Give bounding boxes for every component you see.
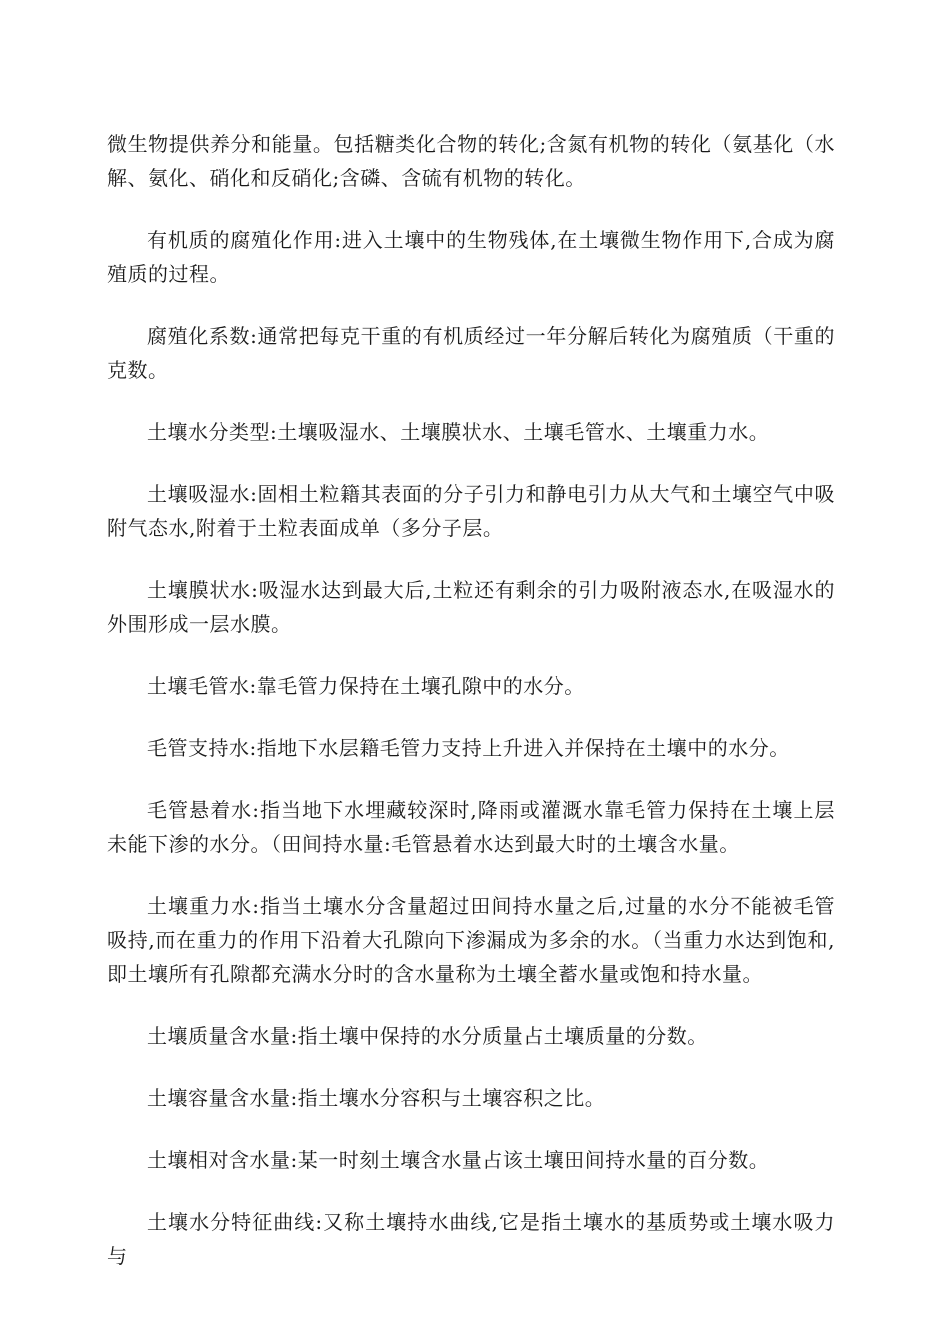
paragraph-volumetric-water-content: 土壤容量含水量:指土壤水分容积与土壤容积之比。 <box>147 1086 606 1110</box>
paragraph-hygroscopic-water: 土壤吸湿水:固相土粒籍其表面的分子引力和静电引力从大气和土壤空气中吸附气态水,附着于土粒表面成单（多分子层。 <box>107 482 835 540</box>
paragraph-film-water: 土壤膜状水:吸湿水达到最大后,土粒还有剩余的引力吸附液态水,在吸湿水的外围形成一层水膜。 <box>107 578 835 636</box>
paragraph-humification-coefficient: 腐殖化系数:通常把每克干重的有机质经过一年分解后转化为腐殖质（干重的克数。 <box>107 324 835 382</box>
paragraph-gravitational-water: 土壤重力水:指当土壤水分含量超过田间持水量之后,过量的水分不能被毛管吸持,而在重力的作用下沿着大孔隙向下渗漏成为多余的水。（当重力水达到饱和,即土壤所有孔隙都充满水分时的含水量称为土壤全蓄水量或饱和持水量。 <box>107 894 835 986</box>
paragraph-soil-water-types: 土壤水分类型:土壤吸湿水、土壤膜状水、土壤毛管水、土壤重力水。 <box>147 420 770 444</box>
paragraph-capillary-water: 土壤毛管水:靠毛管力保持在土壤孔隙中的水分。 <box>147 674 585 698</box>
paragraph-capillary-suspended-water: 毛管悬着水:指当地下水埋藏较深时,降雨或灌溉水靠毛管力保持在土壤上层未能下渗的水分。（田间持水量:毛管悬着水达到最大时的土壤含水量。 <box>107 798 835 856</box>
paragraph-continuation: 微生物提供养分和能量。包括糖类化合物的转化;含氮有机物的转化（氨基化（水解、氨化、硝化和反硝化;含磷、含硫有机物的转化。 <box>107 132 835 190</box>
paragraph-capillary-supported-water: 毛管支持水:指地下水层籍毛管力支持上升进入并保持在土壤中的水分。 <box>147 736 790 760</box>
paragraph-mass-water-content: 土壤质量含水量:指土壤中保持的水分质量占土壤质量的分数。 <box>147 1024 708 1048</box>
paragraph-humification: 有机质的腐殖化作用:进入土壤中的生物残体,在土壤微生物作用下,合成为腐殖质的过程。 <box>107 228 835 286</box>
paragraph-water-characteristic-curve: 土壤水分特征曲线:又称土壤持水曲线,它是指土壤水的基质势或土壤水吸力与 <box>107 1210 835 1268</box>
paragraph-relative-water-content: 土壤相对含水量:某一时刻土壤含水量占该土壤田间持水量的百分数。 <box>147 1148 770 1172</box>
document-body <box>107 127 835 1301</box>
